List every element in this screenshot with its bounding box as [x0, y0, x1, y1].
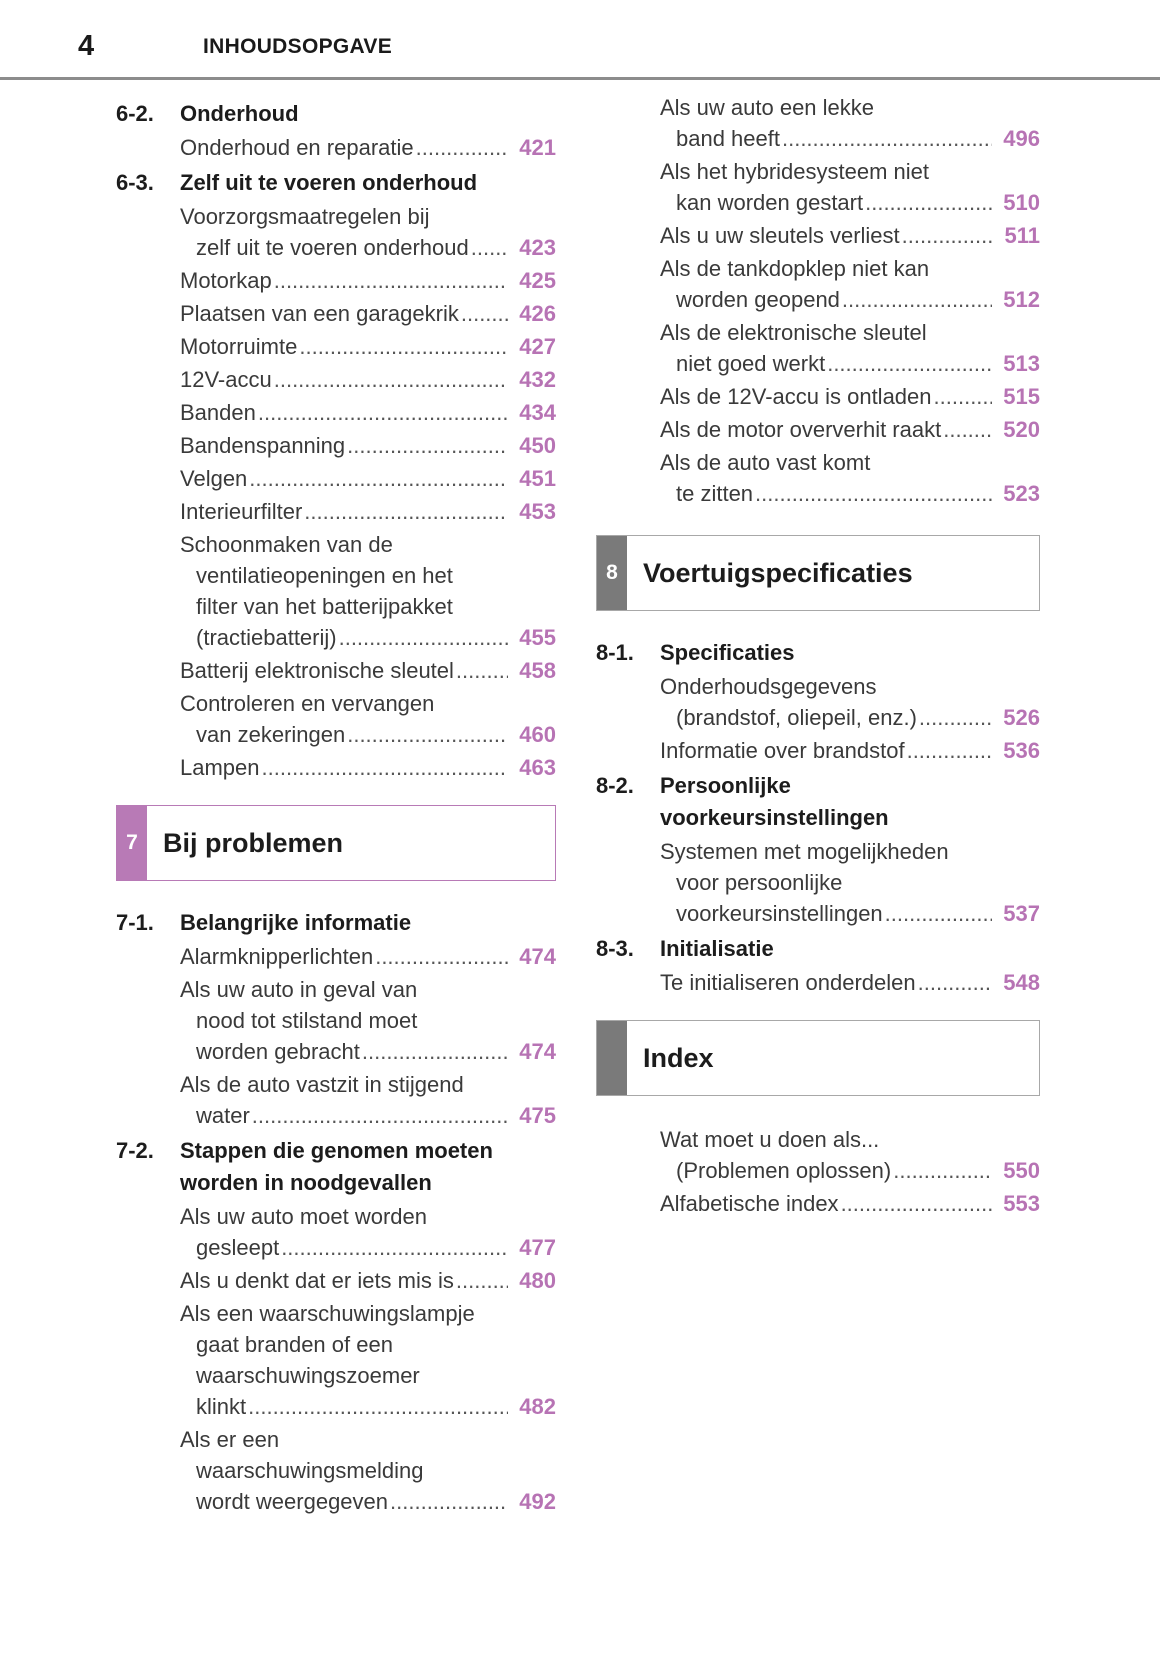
page-reference[interactable]: 513 [1003, 351, 1040, 376]
dot-leader [347, 430, 508, 461]
toc-entry-text: Banden [180, 400, 256, 425]
toc-entry-row [660, 284, 1040, 315]
toc-entry-text: Systemen met mogelijkheden [660, 839, 949, 864]
page-reference[interactable]: 474 [519, 944, 556, 969]
toc-entry-text: Als uw auto een lekke [660, 95, 875, 120]
toc-entry-row [180, 232, 556, 263]
toc-entry[interactable] [116, 1069, 556, 1131]
toc-entry-row [180, 265, 556, 296]
toc-entry-text: worden geopend [676, 287, 840, 312]
toc-entry[interactable] [116, 1265, 556, 1296]
section-number: 7-2. [116, 1138, 154, 1163]
toc-entry-row [180, 331, 556, 362]
toc-entry-text: ventilatieopeningen en het [196, 563, 453, 588]
toc-entry[interactable] [116, 529, 556, 653]
toc-entry-row [660, 381, 1040, 412]
toc-entry-text: Bandenspanning [180, 433, 346, 458]
toc-entry-text: Lampen [180, 755, 260, 780]
toc-entry-text: Als uw auto in geval van [180, 977, 418, 1002]
toc-entry[interactable] [596, 253, 1040, 315]
dot-leader [390, 1486, 508, 1517]
dot-leader [258, 397, 508, 428]
dot-leader [918, 967, 992, 998]
toc-entry-row [180, 364, 556, 395]
toc-entry[interactable] [116, 752, 556, 783]
chapter-title-index: Index [643, 1042, 714, 1073]
dot-leader [456, 1265, 508, 1296]
toc-group-8-3 [596, 967, 1040, 998]
dot-leader [919, 702, 992, 733]
toc-column-left [116, 94, 556, 1517]
toc-entry-text: kan worden gestart [676, 190, 864, 215]
dot-leader [347, 719, 508, 750]
dot-leader [827, 348, 992, 379]
toc-entry-text: Motorruimte [180, 334, 298, 359]
toc-entry[interactable] [596, 414, 1040, 445]
toc-entry-text: Motorkap [180, 268, 272, 293]
toc-entry-row [660, 702, 1040, 733]
toc-entry-text: Batterij elektronische sleutel [180, 658, 454, 683]
toc-entry-text: (brandstof, oliepeil, enz.) [676, 705, 917, 730]
toc-group-8-1 [596, 671, 1040, 766]
dot-leader [782, 123, 992, 154]
dot-leader [299, 331, 508, 362]
toc-entry-text: (tractiebatterij) [196, 625, 337, 650]
toc-group-7-2 [116, 1201, 556, 1517]
dot-leader [262, 752, 508, 783]
toc-entry-text: Als de auto vastzit in stijgend [180, 1072, 464, 1097]
toc-entry[interactable] [116, 397, 556, 428]
toc-entry-text: waarschuwingsmelding [196, 1458, 424, 1483]
toc-entry-row [660, 1155, 1040, 1186]
toc-group-6-3 [116, 201, 556, 783]
toc-entry-text: Velgen [180, 466, 248, 491]
chapter-banner-7[interactable] [116, 805, 556, 881]
header-rule [0, 77, 1160, 80]
section-number: 8-1. [596, 640, 634, 665]
toc-entry[interactable] [596, 220, 1040, 251]
section-heading-8-3 [596, 933, 1040, 965]
toc-entry-text: (Problemen oplossen) [676, 1158, 892, 1183]
dot-leader [943, 414, 992, 445]
section-title: Zelf uit te voeren onderhoud [180, 170, 478, 195]
toc-group-7-2-continued [596, 92, 1040, 509]
toc-entry-text: Informatie over brandstof [660, 738, 905, 763]
toc-entry[interactable] [596, 156, 1040, 218]
page-reference[interactable]: 480 [519, 1268, 556, 1293]
toc-entry[interactable] [116, 364, 556, 395]
toc-entry-row [660, 123, 1040, 154]
section-heading-6-3 [116, 167, 556, 199]
section-heading-7-1 [116, 907, 556, 939]
page-reference[interactable]: 426 [519, 301, 556, 326]
section-number: 8-3. [596, 936, 634, 961]
toc-entry-text: gesleept [196, 1235, 280, 1260]
toc-entry-text: te zitten [676, 481, 754, 506]
toc-entry-row [660, 735, 1040, 766]
toc-entry-text: Wat moet u doen als... [660, 1127, 880, 1152]
toc-entry-text: voor persoonlijke [676, 870, 843, 895]
dot-leader [893, 1155, 992, 1186]
toc-entry-row [180, 298, 556, 329]
section-title-line: Stappen die genomen moeten [180, 1138, 493, 1163]
toc-entry[interactable] [116, 1298, 556, 1422]
chapter-title-7: Bij problemen [163, 827, 344, 858]
toc-entry-text: 12V-accu [180, 367, 272, 392]
toc-group-index [596, 1124, 1040, 1219]
toc-entry-row [660, 1188, 1040, 1219]
toc-entry-row [180, 752, 556, 783]
section-title-line: voorkeursinstellingen [660, 805, 889, 830]
page-reference[interactable]: 537 [1003, 901, 1040, 926]
toc-entry[interactable] [596, 735, 1040, 766]
page-reference[interactable]: 458 [519, 658, 556, 683]
toc-entry[interactable] [116, 201, 556, 263]
page-reference[interactable]: 550 [1003, 1158, 1040, 1183]
toc-entry-text: van zekeringen [196, 722, 346, 747]
toc-entry-text: Interieurfilter [180, 499, 303, 524]
toc-entry-text: nood tot stilstand moet [196, 1008, 418, 1033]
toc-entry-row [180, 496, 556, 527]
toc-entry[interactable] [116, 265, 556, 296]
toc-entry[interactable] [596, 967, 1040, 998]
toc-entry-text: Als de tankdopklep niet kan [660, 256, 930, 281]
section-number: 6-3. [116, 170, 154, 195]
dot-leader [248, 1391, 508, 1422]
page-reference[interactable]: 450 [519, 433, 556, 458]
toc-entry-text: wordt weergegeven [196, 1489, 389, 1514]
chapter-title-8: Voertuigspecificaties [643, 557, 913, 588]
toc-entry-row [660, 967, 1040, 998]
toc-entry-text: Als de elektronische sleutel [660, 320, 927, 345]
toc-entry[interactable] [116, 430, 556, 461]
chapter-banner-index[interactable] [596, 1020, 1040, 1096]
page-reference[interactable]: 526 [1003, 705, 1040, 730]
page-reference[interactable]: 548 [1003, 970, 1040, 995]
toc-entry-row [660, 187, 1040, 218]
page-reference[interactable]: 475 [519, 1103, 556, 1128]
toc-entry-row [180, 622, 556, 653]
toc-entry[interactable] [116, 298, 556, 329]
toc-entry-row [180, 430, 556, 461]
toc-entry[interactable] [116, 974, 556, 1067]
page-reference[interactable]: 496 [1003, 126, 1040, 151]
dot-leader [934, 381, 992, 412]
toc-entry-text: Als een waarschuwingslampje [180, 1301, 475, 1326]
page-reference[interactable]: 432 [519, 367, 556, 392]
dot-leader [461, 298, 508, 329]
chapter-tab-8: 8 [597, 536, 627, 610]
toc-entry-text: Alarmknipperlichten [180, 944, 374, 969]
toc-entry-text: zelf uit te voeren onderhoud [196, 235, 469, 260]
dot-leader [281, 1232, 508, 1263]
toc-entry-row [180, 655, 556, 686]
toc-entry[interactable] [116, 655, 556, 686]
toc-entry[interactable] [596, 836, 1040, 929]
toc-entry-text: klinkt [196, 1394, 247, 1419]
toc-entry-row [180, 1232, 556, 1263]
toc-entry[interactable] [116, 463, 556, 494]
toc-entry[interactable] [116, 688, 556, 750]
page-reference[interactable]: 523 [1003, 481, 1040, 506]
section-title: Onderhoud [180, 101, 299, 126]
page-reference[interactable]: 474 [519, 1039, 556, 1064]
page-reference[interactable]: 482 [519, 1394, 556, 1419]
toc-entry-text: worden gebracht [196, 1039, 360, 1064]
toc-entry-text: waarschuwingszoemer [196, 1363, 420, 1388]
section-heading-7-2 [116, 1135, 556, 1199]
page-reference[interactable]: 455 [519, 625, 556, 650]
page-reference[interactable]: 492 [519, 1489, 556, 1514]
toc-entry[interactable] [596, 92, 1040, 154]
dot-leader [865, 187, 992, 218]
toc-entry[interactable] [116, 132, 556, 163]
toc-entry-text: Als het hybridesysteem niet [660, 159, 930, 184]
toc-entry-row [660, 220, 1040, 251]
section-number: 6-2. [116, 101, 154, 126]
toc-entry-text: Plaatsen van een garagekrik [180, 301, 459, 326]
dot-leader [375, 941, 508, 972]
dot-leader [885, 898, 992, 929]
toc-entry[interactable] [116, 941, 556, 972]
toc-entry[interactable] [596, 317, 1040, 379]
toc-entry-text: Onderhoudsgegevens [660, 674, 877, 699]
page-reference[interactable]: 423 [519, 235, 556, 260]
page-reference[interactable]: 520 [1003, 417, 1040, 442]
dot-leader [471, 232, 508, 263]
page-reference[interactable]: 510 [1003, 190, 1040, 215]
toc-entry-row [180, 132, 556, 163]
toc-entry-text: Voorzorgsmaatregelen bij [180, 204, 430, 229]
dot-leader [249, 463, 508, 494]
dot-leader [252, 1100, 508, 1131]
dot-leader [755, 478, 992, 509]
page-reference[interactable]: 434 [519, 400, 556, 425]
dot-leader [362, 1036, 508, 1067]
dot-leader [456, 655, 508, 686]
toc-entry-row [180, 1486, 556, 1517]
page-reference[interactable]: 515 [1003, 384, 1040, 409]
page-number: 4 [78, 30, 95, 62]
page-reference[interactable]: 553 [1003, 1191, 1040, 1216]
toc-entry[interactable] [116, 331, 556, 362]
chapter-tab-7: 7 [117, 806, 147, 880]
toc-entry-text: niet goed werkt [676, 351, 826, 376]
toc-group-6-2 [116, 132, 556, 163]
toc-entry-row [180, 1100, 556, 1131]
section-number: 8-2. [596, 773, 634, 798]
toc-entry[interactable] [596, 1124, 1040, 1186]
section-title: Belangrijke informatie [180, 910, 412, 935]
page-reference[interactable]: 463 [519, 755, 556, 780]
page-reference[interactable]: 427 [519, 334, 556, 359]
toc-entry[interactable] [116, 496, 556, 527]
toc-entry-text: Controleren en vervangen [180, 691, 435, 716]
dot-leader [274, 364, 508, 395]
toc-entry[interactable] [116, 1201, 556, 1263]
toc-entry-row [660, 414, 1040, 445]
toc-entry-text: filter van het batterijpakket [196, 594, 453, 619]
chapter-tab-index [597, 1021, 627, 1095]
toc-entry-row [180, 1265, 556, 1296]
toc-entry-row [660, 348, 1040, 379]
dot-leader [416, 132, 508, 163]
page-reference[interactable]: 511 [1004, 223, 1040, 248]
toc-entry-text: voorkeursinstellingen [676, 901, 883, 926]
dot-leader [907, 735, 992, 766]
toc-entry-row [180, 941, 556, 972]
toc-group-8-2 [596, 836, 1040, 929]
section-title: Initialisatie [660, 936, 774, 961]
page-reference[interactable]: 425 [519, 268, 556, 293]
dot-leader [842, 284, 992, 315]
toc-entry-row [180, 719, 556, 750]
page-reference[interactable]: 460 [519, 722, 556, 747]
toc-entry-text: band heeft [676, 126, 780, 151]
toc-entry-text: gaat branden of een [196, 1332, 393, 1357]
toc-entry-text: Als de auto vast komt [660, 450, 871, 475]
page-reference[interactable]: 453 [519, 499, 556, 524]
toc-entry[interactable] [116, 1424, 556, 1517]
toc-entry-text: Als er een [180, 1427, 280, 1452]
dot-leader [902, 220, 992, 251]
toc-entry-row [180, 1391, 556, 1422]
section-title-line: worden in noodgevallen [180, 1170, 432, 1195]
toc-entry[interactable] [596, 381, 1040, 412]
toc-entry-text: Als de motor oververhit raakt [660, 417, 942, 442]
toc-entry-text: Te initialiseren onderdelen [660, 970, 916, 995]
page-reference[interactable]: 477 [519, 1235, 556, 1260]
dot-leader [304, 496, 508, 527]
toc-entry-row [660, 898, 1040, 929]
section-number: 7-1. [116, 910, 154, 935]
toc-entry-text: water [196, 1103, 250, 1128]
section-heading-6-2 [116, 98, 556, 130]
page-reference[interactable]: 451 [519, 466, 556, 491]
section-heading-8-2 [596, 770, 1040, 834]
toc-entry-text: Als u uw sleutels verliest [660, 223, 900, 248]
toc-entry-text: Als uw auto moet worden [180, 1204, 428, 1229]
section-title-line: Persoonlijke [660, 773, 791, 798]
toc-entry-row [180, 397, 556, 428]
toc-entry-text: Als de 12V-accu is ontladen [660, 384, 932, 409]
running-title: INHOUDSOPGAVE [203, 35, 393, 58]
toc-entry[interactable] [596, 1188, 1040, 1219]
page-reference[interactable]: 536 [1003, 738, 1040, 763]
toc-entry-text: Schoonmaken van de [180, 532, 393, 557]
toc-group-7-1 [116, 941, 556, 1131]
toc-entry[interactable] [596, 671, 1040, 733]
page-reference[interactable]: 421 [519, 135, 556, 160]
chapter-banner-8[interactable] [596, 535, 1040, 611]
dot-leader [274, 265, 508, 296]
page-reference[interactable]: 512 [1003, 287, 1040, 312]
toc-entry-text: Als u denkt dat er iets mis is [180, 1268, 454, 1293]
toc-entry-text: Alfabetische index [660, 1191, 839, 1216]
section-heading-8-1 [596, 637, 1040, 669]
toc-entry[interactable] [596, 447, 1040, 509]
dot-leader [841, 1188, 992, 1219]
section-title: Specificaties [660, 640, 795, 665]
toc-entry-row [660, 478, 1040, 509]
toc-entry-row [180, 463, 556, 494]
toc-entry-text: Onderhoud en reparatie [180, 135, 414, 160]
toc-entry-row [180, 1036, 556, 1067]
dot-leader [339, 622, 508, 653]
toc-column-right [596, 94, 1040, 1219]
